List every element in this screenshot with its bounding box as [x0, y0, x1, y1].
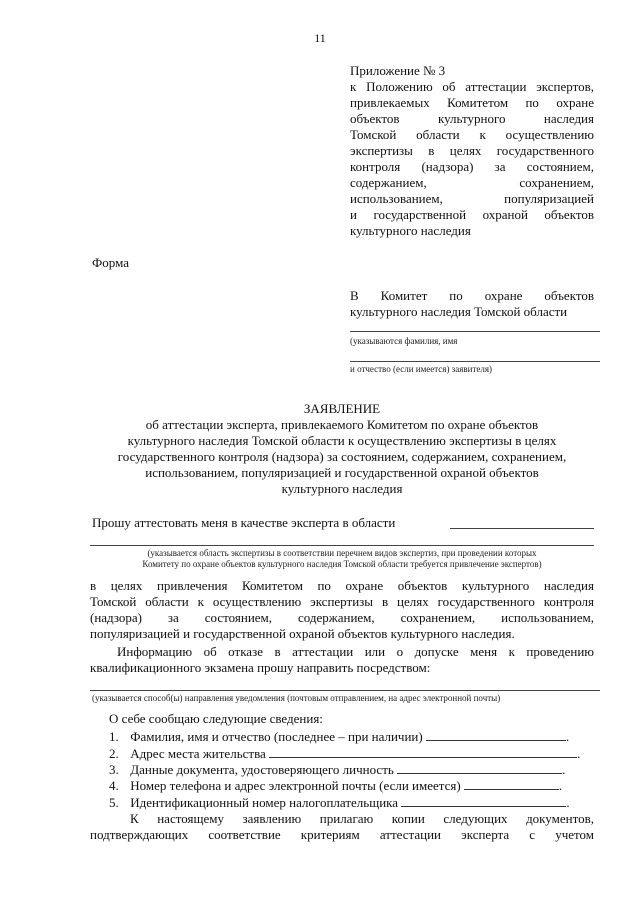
address-field[interactable]: [269, 745, 577, 758]
item-end: .: [565, 729, 570, 744]
subtitle-line: использованием, популяризацией и государственной охраной объектов: [145, 465, 539, 480]
appendix-line: Томской области к осуществлению: [350, 127, 594, 142]
phone-email-field[interactable]: [464, 777, 559, 790]
item-label: Номер телефона и адрес электронной почты (если имеется): [130, 778, 461, 793]
item-number: 2.: [109, 746, 119, 761]
info-item: [109, 745, 580, 762]
item-number: 4.: [109, 778, 119, 793]
item-end: .: [577, 746, 581, 761]
applicant-name-line[interactable]: [350, 331, 600, 332]
attach-line: К настоящему заявлению прилагаю копии следующих документов,: [130, 811, 594, 826]
appendix-line: привлекаемых Комитетом по охране: [350, 95, 594, 110]
expertise-area-hint: [90, 548, 594, 570]
appendix-line: контроля (надзора) за состоянием,: [350, 159, 594, 174]
applicant-name-hint: (указываются фамилия, имя: [350, 336, 458, 346]
about-heading: О себе сообщаю следующие сведения:: [109, 711, 323, 726]
subtitle-line: культурного наследия Томской области к осуществлению экспертизы в целях: [127, 433, 557, 448]
appendix-line: к Положению об аттестации экспертов,: [350, 79, 594, 94]
appendix-block: [350, 63, 594, 239]
info-item: [109, 728, 569, 745]
info-item: [109, 794, 570, 811]
statement-title: ЗАЯВЛЕНИЕ: [303, 401, 381, 416]
purpose-line: в целях привлечения Комитетом по охране объектов культурного наследия: [90, 578, 594, 593]
addressee-line2: культурного наследия Томской области: [350, 304, 568, 319]
statement-subtitle: [90, 417, 594, 497]
expertise-area-line[interactable]: [90, 545, 594, 546]
purpose-line-last: популяризацией и государственной охраной объектов культурного наследия.: [90, 626, 515, 641]
appendix-line: объектов культурного наследия: [350, 111, 594, 126]
refusal-line: Информацию об отказе в аттестации или о допуске меня к проведению: [117, 644, 594, 659]
appendix-line: содержанием, сохранением,: [350, 175, 594, 190]
form-label: Форма: [92, 255, 129, 270]
appendix-line-last: культурного наследия: [350, 223, 471, 238]
addressee-block: [350, 288, 594, 320]
item-end: .: [562, 762, 566, 777]
attach-line: подтверждающих соответствие критериям аттестации эксперта с учетом: [90, 827, 594, 842]
addressee-line1: В Комитет по охране объектов: [350, 288, 594, 303]
item-label: Адрес места жительства: [130, 746, 266, 761]
info-item: [109, 761, 565, 778]
hint-line: (указывается область экспертизы в соответствии перечнем видов экспертиз, при проведении которых: [147, 548, 537, 558]
full-name-field[interactable]: [426, 728, 566, 741]
appendix-title: Приложение № 3: [350, 63, 446, 78]
subtitle-line: культурного наследия: [281, 481, 403, 496]
notify-method-hint: (указывается способ(ы) направления уведомления (почтовым отправлением, на адрес электронной почты): [92, 693, 501, 703]
page-number: 11: [314, 31, 326, 45]
item-number: 3.: [109, 762, 119, 777]
refusal-paragraph: [90, 644, 594, 676]
purpose-paragraph: [90, 578, 594, 642]
inn-field[interactable]: [401, 794, 566, 807]
item-number: 5.: [109, 795, 119, 810]
item-label: Фамилия, имя и отчество (последнее – при наличии): [130, 729, 423, 744]
refusal-line-last: квалификационного экзамена прошу направить посредством:: [90, 660, 431, 675]
item-end: .: [566, 795, 570, 810]
info-item: [109, 777, 562, 794]
appendix-line: и государственной охраной объектов: [350, 207, 594, 222]
request-line: Прошу аттестовать меня в качестве эксперта в области: [92, 515, 396, 530]
attachments-paragraph: [90, 811, 594, 843]
hint-line: Комитету по охране объектов культурного наследия Томской области требуется привлечение экспертов): [142, 559, 542, 569]
notify-method-line[interactable]: [90, 690, 600, 691]
subtitle-line: государственного контроля (надзора) за состоянием, содержанием, сохранением,: [117, 449, 567, 464]
appendix-line: экспертизы в целях государственного: [350, 143, 594, 158]
item-label: Данные документа, удостоверяющего личность: [130, 762, 394, 777]
subtitle-line: об аттестации эксперта, привлекаемого Комитетом по охране объектов: [145, 417, 539, 432]
expertise-area-field[interactable]: [450, 528, 594, 529]
purpose-line: (надзора) за состоянием, содержанием, сохранением, использованием,: [90, 610, 594, 625]
appendix-line: использованием, популяризацией: [350, 191, 594, 206]
item-number: 1.: [109, 729, 119, 744]
applicant-patronymic-hint: и отчество (если имеется) заявителя): [350, 364, 492, 374]
applicant-patronymic-line[interactable]: [350, 361, 600, 362]
item-label: Идентификационный номер налогоплательщика: [130, 795, 399, 810]
purpose-line: Томской области к осуществлению экспертизы в целях государственного контроля: [90, 594, 594, 609]
id-document-field[interactable]: [397, 761, 562, 774]
item-end: .: [558, 778, 563, 793]
